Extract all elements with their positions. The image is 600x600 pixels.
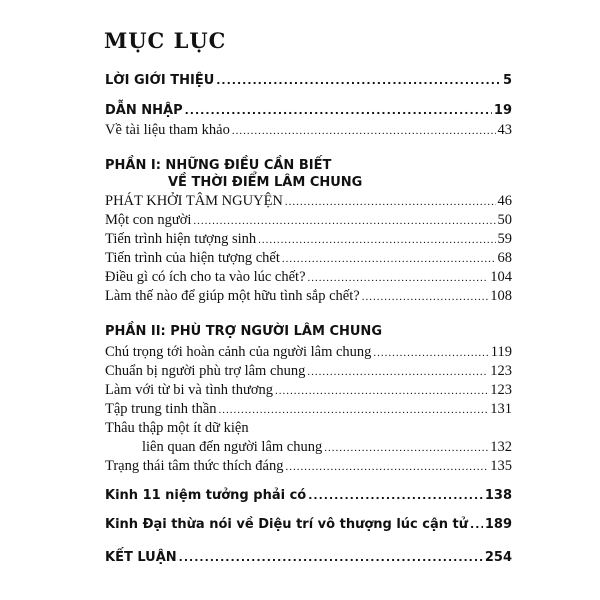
toc-label: Tiến trình hiện tượng sinh bbox=[105, 231, 257, 247]
toc-page-number: 254 bbox=[484, 550, 512, 565]
toc-label: Về tài liệu tham khảo bbox=[105, 122, 230, 138]
toc-label: Chú trọng tới hoàn cảnh của người lâm chung bbox=[105, 344, 372, 360]
toc-page-number: 123 bbox=[490, 363, 512, 379]
toc-entry-ve-tai-lieu[interactable] bbox=[105, 121, 512, 139]
part2-heading: PHẦN II: PHÙ TRỢ NGƯỜI LÂM CHUNG bbox=[105, 324, 382, 339]
toc-page-number: 19 bbox=[493, 103, 512, 118]
toc-label: Làm thế nào để giúp một hữu tình sắp chết? bbox=[105, 288, 360, 304]
toc-page-number: 119 bbox=[490, 344, 512, 360]
toc-label: LỜI GIỚI THIỆU bbox=[105, 73, 215, 88]
dot-leader bbox=[193, 214, 495, 228]
dot-leader bbox=[324, 441, 488, 455]
dot-leader bbox=[179, 551, 483, 565]
toc-page-number: 132 bbox=[490, 439, 512, 455]
dot-leader bbox=[285, 460, 488, 474]
dot-leader bbox=[308, 489, 483, 503]
toc-page-number: 50 bbox=[497, 212, 512, 228]
toc-page-number: 68 bbox=[497, 250, 512, 266]
toc-label: Một con người bbox=[105, 212, 192, 228]
toc-label: Làm với từ bi và tình thương bbox=[105, 382, 273, 398]
dot-leader bbox=[275, 384, 488, 398]
dot-leader bbox=[258, 233, 495, 247]
toc-page-number: 5 bbox=[502, 73, 512, 88]
toc-entry-kinh-11[interactable] bbox=[105, 487, 512, 505]
dot-leader bbox=[470, 518, 483, 532]
toc-entry[interactable] bbox=[105, 381, 512, 399]
toc-entry[interactable] bbox=[105, 230, 512, 248]
dot-leader bbox=[282, 252, 496, 266]
toc-label: Kinh Đại thừa nói về Diệu trí vô thượng lúc cận tử bbox=[105, 517, 469, 532]
toc-label: Tiến trình của hiện tượng chết bbox=[105, 250, 280, 266]
toc-entry-split[interactable] bbox=[142, 438, 512, 456]
toc-page-number: 123 bbox=[490, 382, 512, 398]
toc-entry[interactable] bbox=[105, 457, 512, 475]
toc-page-number: 59 bbox=[497, 231, 512, 247]
toc-label: Chuẩn bị người phù trợ lâm chung bbox=[105, 363, 306, 379]
toc-entry[interactable] bbox=[105, 211, 512, 229]
dot-leader bbox=[232, 124, 496, 138]
dot-leader bbox=[307, 365, 488, 379]
toc-label: Kinh 11 niệm tưởng phải có bbox=[105, 488, 307, 503]
toc-entry[interactable] bbox=[105, 400, 512, 418]
toc-entry[interactable] bbox=[105, 249, 512, 267]
toc-entry-loi-gioi-thieu[interactable] bbox=[105, 72, 512, 90]
page-title: MỤC LỤC bbox=[104, 28, 227, 53]
toc-split-label-line1: Thâu thập một ít dữ kiện bbox=[105, 420, 249, 436]
toc-page-number: 46 bbox=[497, 193, 512, 209]
dot-leader bbox=[308, 271, 489, 285]
toc-label: Trạng thái tâm thức thích đáng bbox=[105, 458, 284, 474]
dot-leader bbox=[185, 104, 492, 118]
toc-label: KẾT LUẬN bbox=[105, 550, 177, 565]
toc-label: Điều gì có ích cho ta vào lúc chết? bbox=[105, 269, 306, 285]
toc-page-number: 138 bbox=[484, 488, 512, 503]
dot-leader bbox=[285, 195, 496, 209]
dot-leader bbox=[219, 403, 489, 417]
toc-page-number: 135 bbox=[490, 458, 512, 474]
toc-page-number: 108 bbox=[490, 288, 512, 304]
toc-label: PHÁT KHỞI TÂM NGUYỆN bbox=[105, 193, 283, 209]
dot-leader bbox=[373, 346, 488, 360]
part1-heading-line1: PHẦN I: NHỮNG ĐIỀU CẦN BIẾT bbox=[105, 158, 332, 173]
toc-page-number: 131 bbox=[490, 401, 512, 417]
toc-page-number: 189 bbox=[484, 517, 512, 532]
toc-label: liên quan đến người lâm chung bbox=[142, 439, 323, 455]
part1-heading-line2: VỀ THỜI ĐIỂM LÂM CHUNG bbox=[168, 175, 363, 190]
toc-entry[interactable] bbox=[105, 192, 512, 210]
toc-entry[interactable] bbox=[105, 268, 512, 286]
toc-page-number: 104 bbox=[490, 269, 512, 285]
toc-page-number: 43 bbox=[497, 122, 512, 138]
toc-label: Tập trung tinh thần bbox=[105, 401, 217, 417]
toc-entry-kinh-dai-thua[interactable] bbox=[105, 516, 512, 534]
dot-leader bbox=[362, 290, 489, 304]
toc-entry-dan-nhap[interactable] bbox=[105, 102, 512, 120]
dot-leader bbox=[216, 74, 501, 88]
toc-label: DẪN NHẬP bbox=[105, 103, 183, 118]
toc-entry[interactable] bbox=[105, 287, 512, 305]
toc-entry[interactable] bbox=[105, 362, 512, 380]
toc-entry[interactable] bbox=[105, 343, 512, 361]
toc-entry-ket-luan[interactable] bbox=[105, 549, 512, 567]
